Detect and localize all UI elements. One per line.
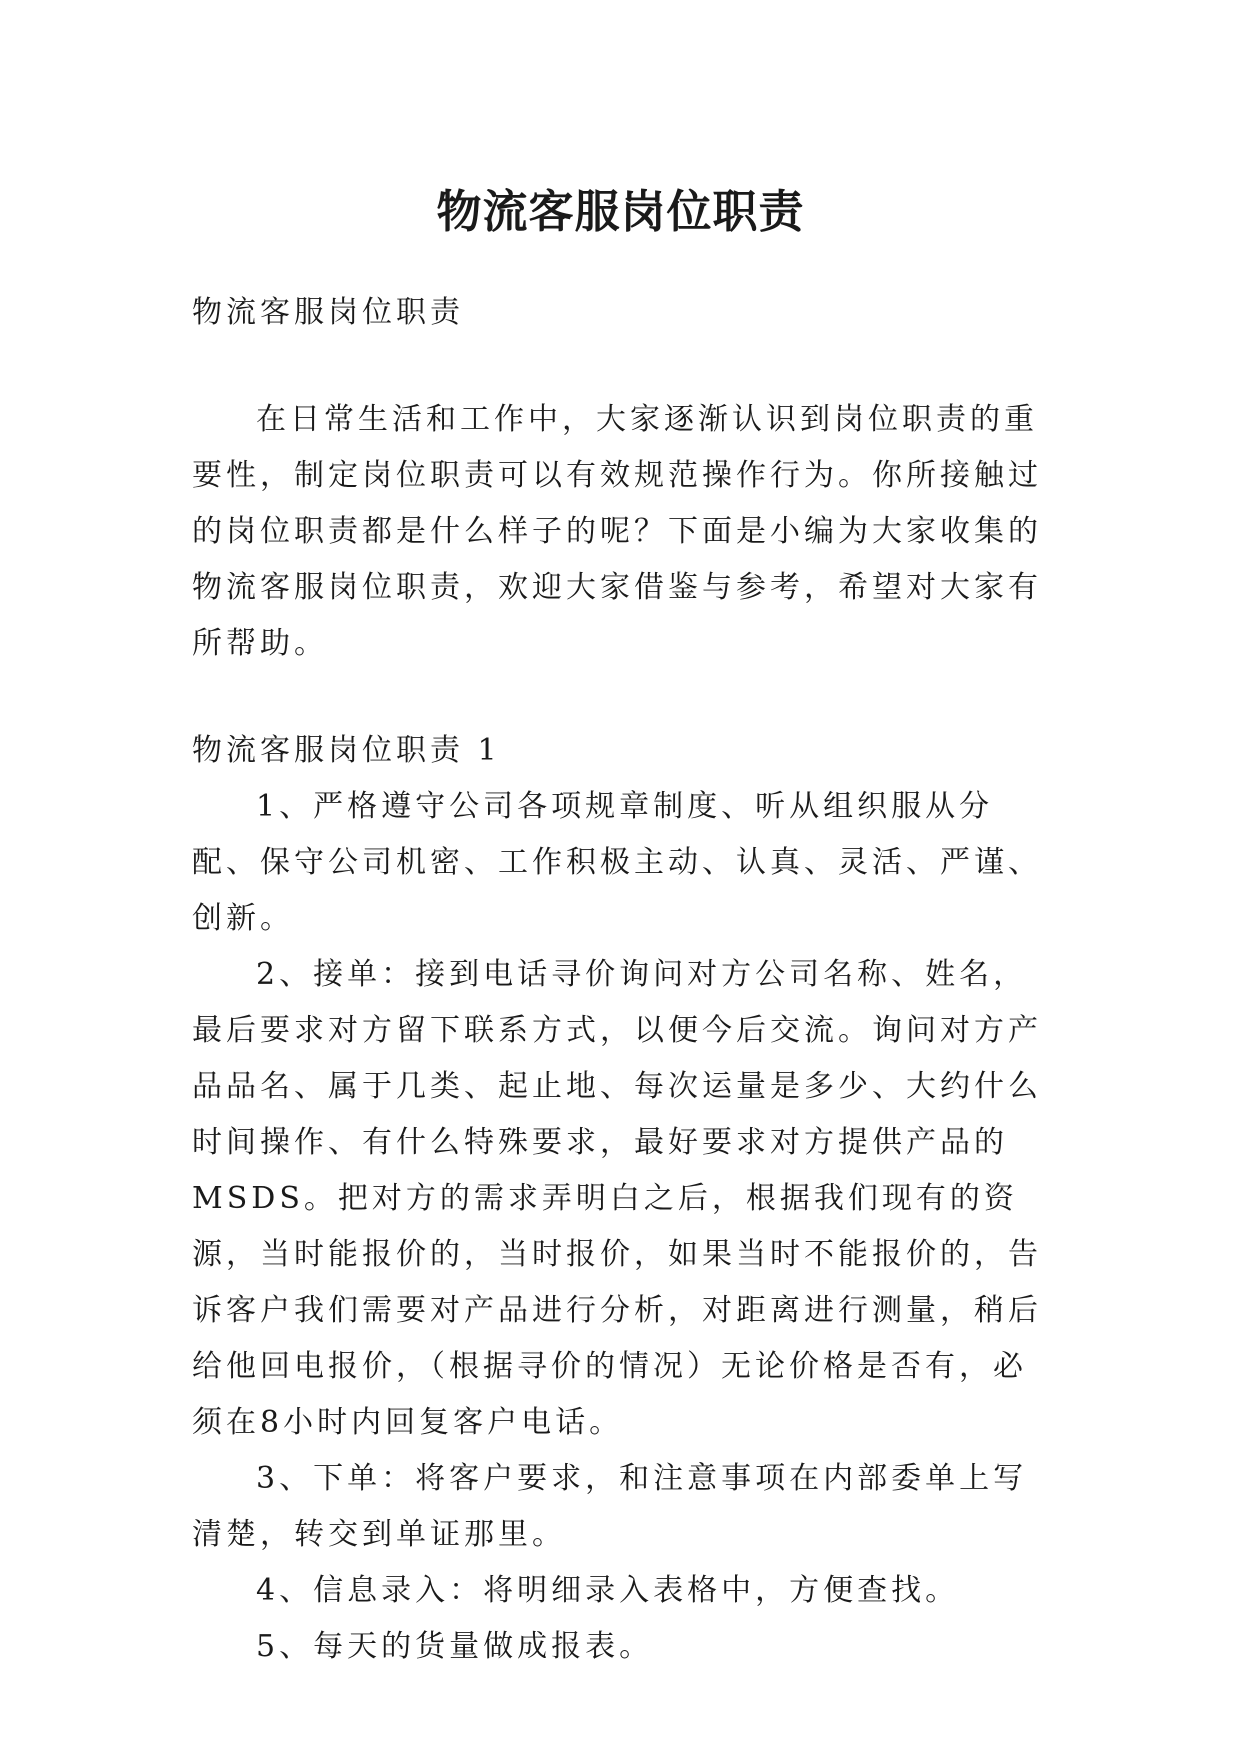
duty-item-5: 5、每天的货量做成报表。	[256, 1629, 654, 1664]
duty-item-1: 1、严格遵守公司各项规章制度、听从组织服从分配、保守公司机密、工作积极主动、认真、灵活、严谨、创新。	[192, 789, 1042, 936]
document-body	[192, 285, 1060, 1675]
duty-item-3: 3、下单：将客户要求，和注意事项在内部委单上写清楚，转交到单证那里。	[192, 1461, 1028, 1552]
section-heading: 物流客服岗位职责 1	[192, 733, 501, 768]
document-subtitle: 物流客服岗位职责	[192, 295, 464, 330]
intro-paragraph: 在日常生活和工作中，大家逐渐认识到岗位职责的重要性，制定岗位职责可以有效规范操作行为。你所接触过的岗位职责都是什么样子的呢？下面是小编为大家收集的物流客服岗位职责，欢迎大家借鉴与参考，希望对大家有所帮助。	[192, 402, 1042, 661]
document-title: 物流客服岗位职责	[436, 185, 805, 239]
duty-item-4: 4、信息录入：将明细录入表格中，方便查找。	[256, 1573, 960, 1608]
duty-item-2: 2、接单：接到电话寻价询问对方公司名称、姓名，最后要求对方留下联系方式，以便今后交流。询问对方产品品名、属于几类、起止地、每次运量是多少、大约什么时间操作、有什么特殊要求，最好要求对方提供产品的MSDS。把对方的需求弄明白之后，根据我们现有的资源，当时能报价的，当时报价，如果当时不能报价的，告诉客户我们需要对产品进行分析，对距离进行测量，稍后给他回电报价，（根据寻价的情况）无论价格是否有，必须在8小时内回复客户电话。	[192, 957, 1042, 1440]
